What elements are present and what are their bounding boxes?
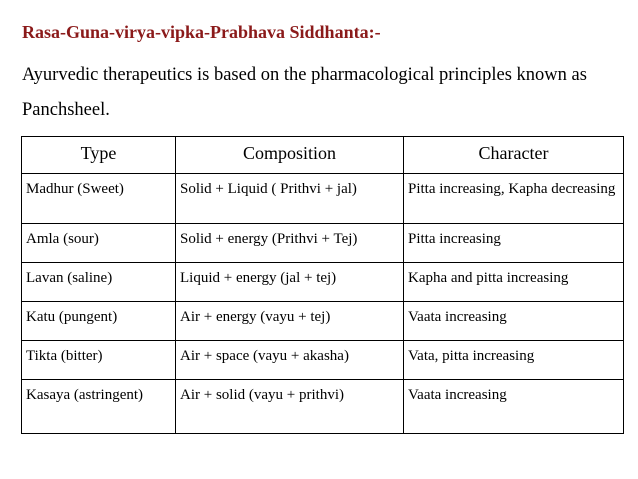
page-title: Rasa-Guna-virya-vipka-Prabhava Siddhanta:- <box>22 22 381 42</box>
cell-composition: Air + energy (vayu + tej) <box>176 302 404 341</box>
cell-type: Tikta (bitter) <box>22 341 176 380</box>
header-composition: Composition <box>176 137 404 174</box>
cell-type: Kasaya (astringent) <box>22 380 176 434</box>
table-row <box>22 302 624 341</box>
table-row <box>22 263 624 302</box>
cell-type: Madhur (Sweet) <box>22 174 176 224</box>
table-row <box>22 174 624 224</box>
cell-character: Pitta increasing <box>404 224 624 263</box>
cell-composition: Air + solid (vayu + prithvi) <box>176 380 404 434</box>
rasa-table <box>21 136 624 434</box>
cell-composition: Solid + energy (Prithvi + Tej) <box>176 224 404 263</box>
header-character: Character <box>404 137 624 174</box>
table-row <box>22 380 624 434</box>
cell-composition: Solid + Liquid ( Prithvi + jal) <box>176 174 404 224</box>
cell-type: Amla (sour) <box>22 224 176 263</box>
cell-type: Lavan (saline) <box>22 263 176 302</box>
table-row <box>22 341 624 380</box>
cell-character: Vaata increasing <box>404 380 624 434</box>
header-type: Type <box>22 137 176 174</box>
intro-paragraph: Ayurvedic therapeutics is based on the pharmacological principles known as Panchsheel. <box>22 65 587 120</box>
cell-character: Pitta increasing, Kapha decreasing <box>404 174 624 224</box>
cell-character: Vaata increasing <box>404 302 624 341</box>
table-header-row <box>22 137 624 174</box>
cell-character: Kapha and pitta increasing <box>404 263 624 302</box>
cell-character: Vata, pitta increasing <box>404 341 624 380</box>
table-row <box>22 224 624 263</box>
cell-composition: Air + space (vayu + akasha) <box>176 341 404 380</box>
cell-composition: Liquid + energy (jal + tej) <box>176 263 404 302</box>
cell-type: Katu (pungent) <box>22 302 176 341</box>
